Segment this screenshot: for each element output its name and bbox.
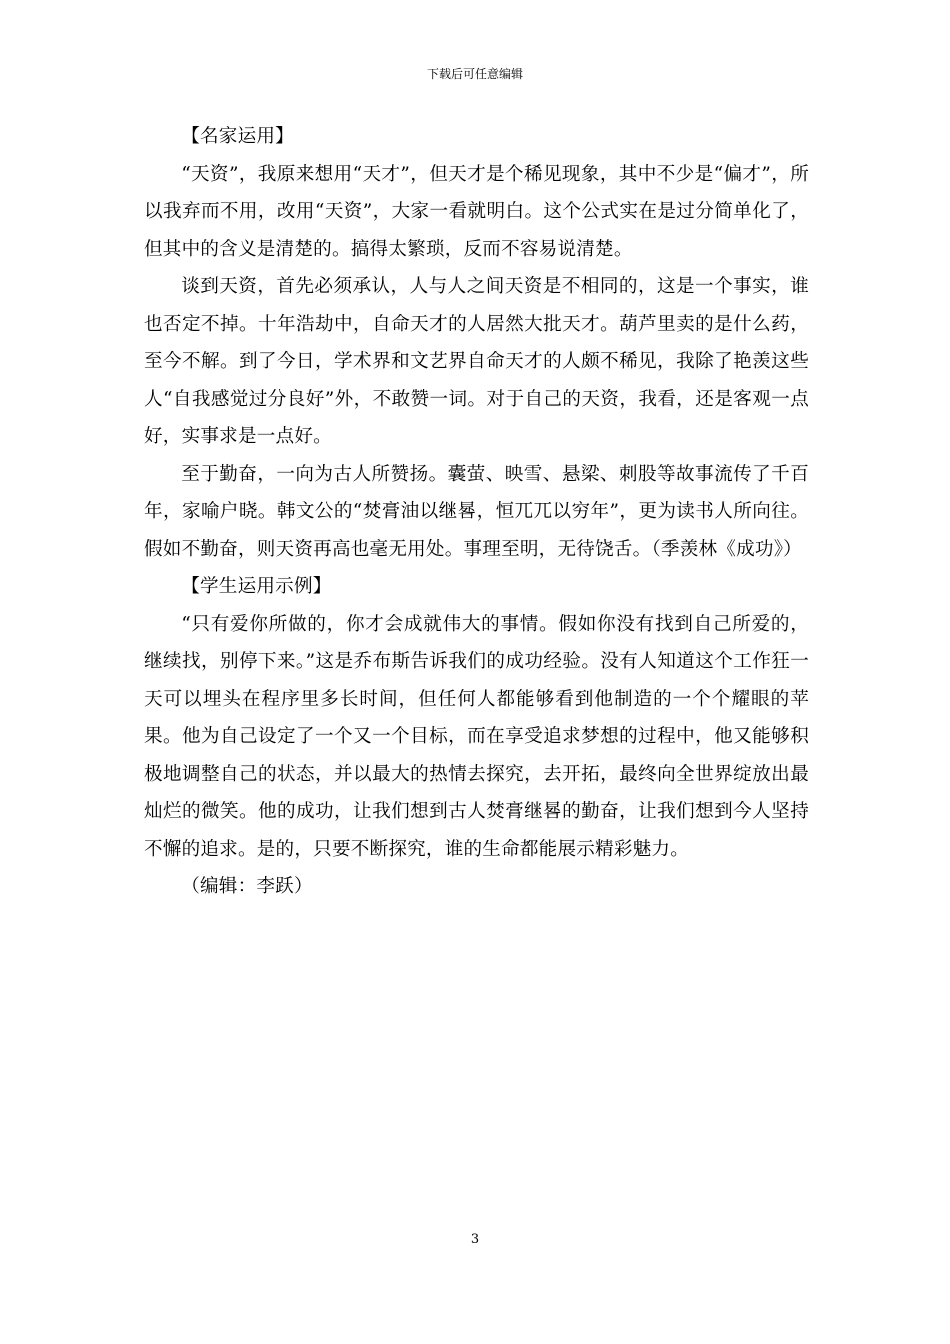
paragraph: “天资”，我原来想用“天才”，但天才是个稀见现象，其中不少是“偏才”，所以我弃而不用，改用“天资”，大家一看就明白。这个公式实在是过分简单化了，但其中的含义是清楚的。搞得太繁琐，反而不容易说清楚。 bbox=[144, 163, 809, 260]
page-number: 3 bbox=[470, 1232, 480, 1247]
paragraph: 谈到天资，首先必须承认，人与人之间天资是不相同的，这是一个事实，谁也否定不掉。十年浩劫中，自命天才的人居然大批天才。葫芦里卖的是什么药，至今不解。到了今日，学术界和文艺界自命天才的人颇不稀见，我除了艳羡这些人“自我感觉过分良好”外，不敢赞一词。对于自己的天资，我看，还是客观一点好，实事求是一点好。 bbox=[144, 276, 809, 447]
editor-credit: （编辑：李跃） bbox=[181, 876, 313, 897]
section-heading-student-example: 【学生运用示例】 bbox=[181, 576, 332, 597]
paragraph: “只有爱你所做的，你才会成就伟大的事情。假如你没有找到自己所爱的，继续找，别停下来。”这是乔布斯告诉我们的成功经验。没有人知道这个工作狂一天可以埋头在程序里多长时间，但任何人都能够看到他制造的一个个耀眼的苹果。他为自己设定了一个又一个目标，而在享受追求梦想的过程中，他又能够积极地调整自己的状态，并以最大的热情去探究，去开拓，最终向全世界绽放出最灿烂的微笑。他的成功，让我们想到古人焚膏继晷的勤奋，让我们想到今人坚持不懈的追求。是的，只要不断探究，谁的生命都能展示精彩魅力。 bbox=[144, 613, 809, 860]
paragraph: 至于勤奋，一向为古人所赞扬。囊萤、映雪、悬梁、刺股等故事流传了千百年，家喻户晓。韩文公的“焚膏油以继晷，恒兀兀以穷年”，更为读书人所向往。假如不勤奋，则天资再高也毫无用处。事理至明，无待饶舌。（季羡林《成功》） bbox=[144, 463, 809, 560]
document-body bbox=[144, 118, 809, 906]
section-heading-famous-usage: 【名家运用】 bbox=[181, 126, 294, 147]
page-header-note: 下载后可任意编辑 bbox=[426, 67, 523, 81]
